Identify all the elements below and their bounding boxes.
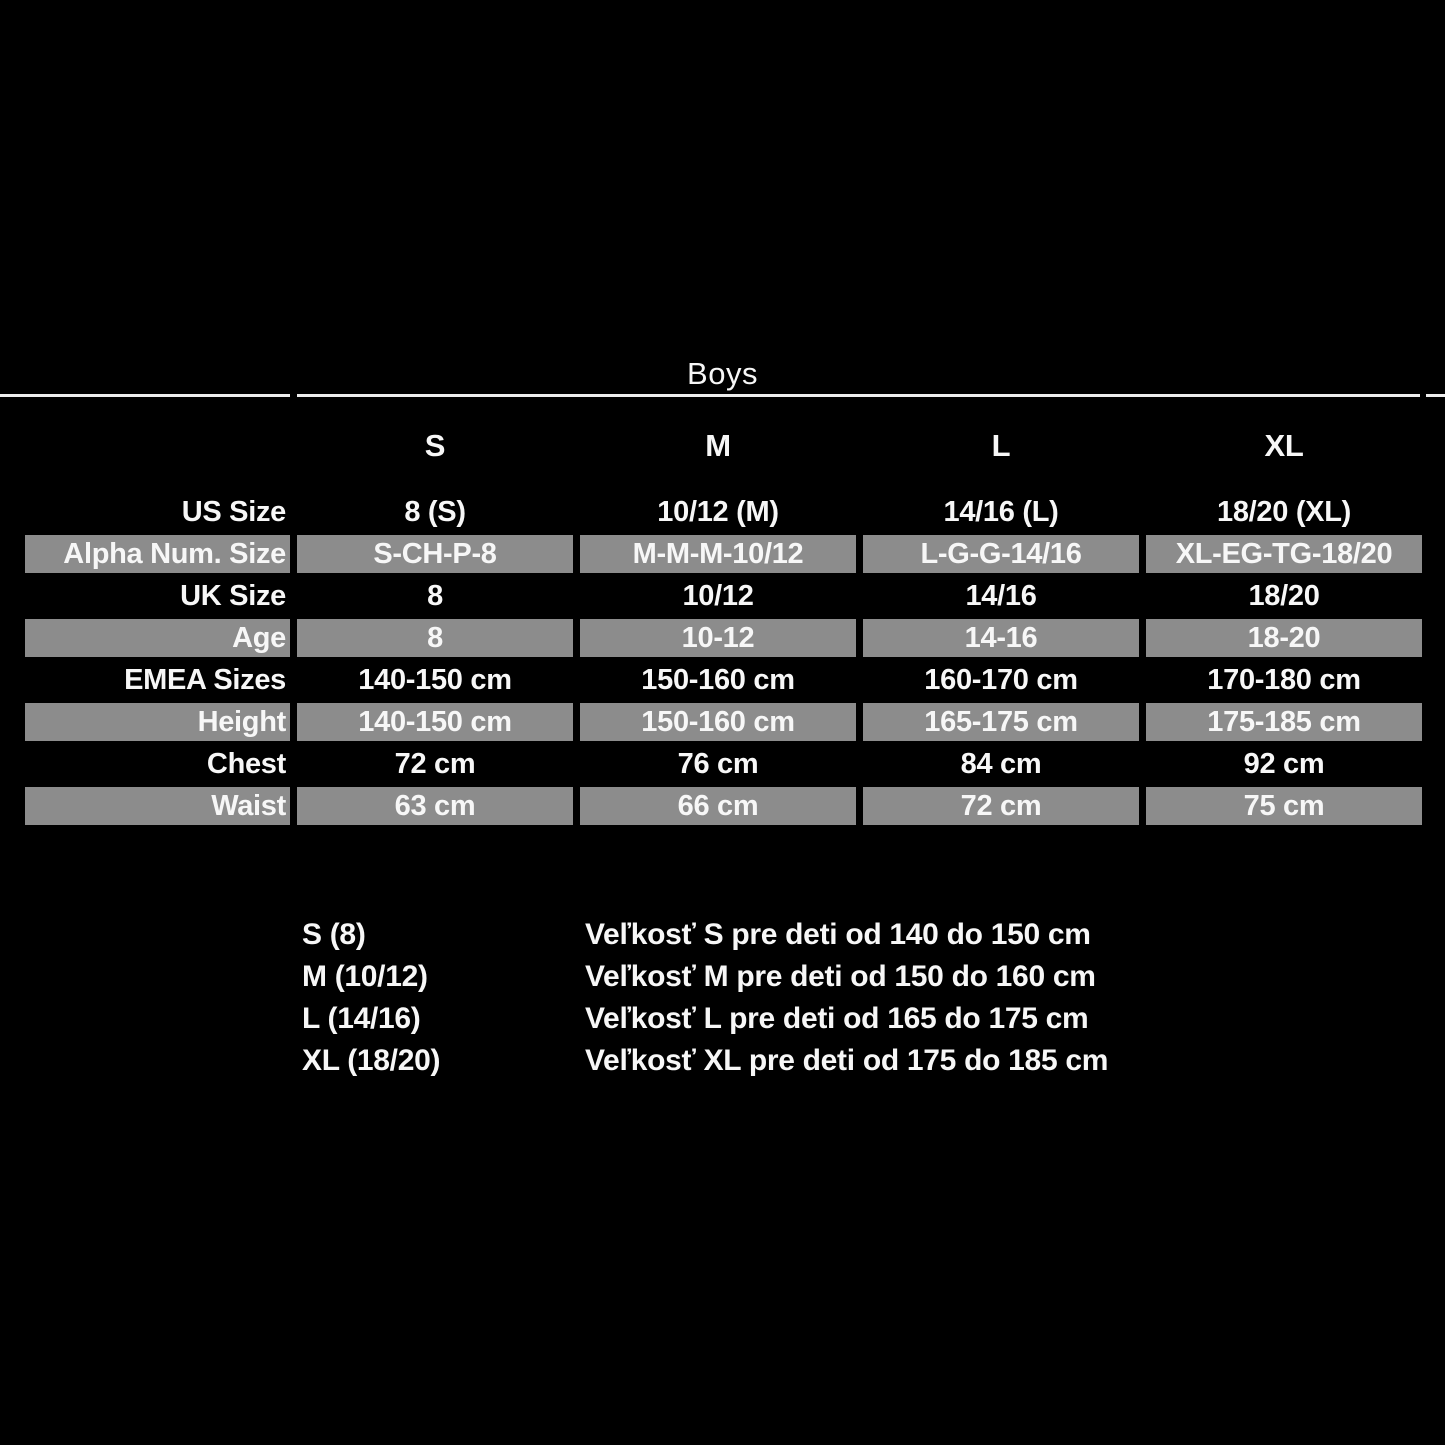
legend-description: Veľkosť S pre deti od 140 do 150 cm: [585, 918, 1091, 951]
size-legend: [302, 914, 1108, 1082]
table-row-us-size: [25, 491, 1422, 533]
table-cell: 18/20 (XL): [1217, 495, 1351, 528]
table-cell: 92 cm: [1243, 747, 1325, 780]
size-table-body: [25, 491, 1422, 827]
row-label: Chest: [206, 747, 286, 780]
table-row-age: [25, 617, 1422, 659]
legend-description: Veľkosť XL pre deti od 175 do 185 cm: [585, 1044, 1109, 1077]
legend-item-s: [302, 914, 1108, 956]
header-divider: [0, 394, 1445, 397]
table-cell: 10/12 (M): [657, 495, 779, 528]
table-cell: 18/20: [1248, 579, 1320, 612]
table-cell: 14/16: [965, 579, 1037, 612]
table-row-alpha-num-size: [25, 533, 1422, 575]
divider-gap: [290, 394, 297, 397]
table-cell: XL-EG-TG-18/20: [1146, 535, 1422, 573]
table-row-waist: [25, 785, 1422, 827]
row-label: Height: [25, 703, 290, 741]
legend-item-xl: [302, 1040, 1108, 1082]
table-row-emea-sizes: [25, 659, 1422, 701]
divider-gap: [1420, 394, 1426, 397]
row-label: Age: [25, 619, 290, 657]
column-header-s: S: [424, 428, 446, 463]
table-row-height: [25, 701, 1422, 743]
table-cell: S-CH-P-8: [297, 535, 573, 573]
table-cell: 75 cm: [1146, 787, 1422, 825]
row-label: EMEA Sizes: [124, 663, 286, 696]
table-cell: 8 (S): [404, 495, 466, 528]
table-cell: 150-160 cm: [641, 663, 795, 696]
table-cell: 10/12: [682, 579, 754, 612]
table-cell: 14-16: [863, 619, 1139, 657]
table-cell: 170-180 cm: [1207, 663, 1361, 696]
column-header-m: M: [705, 428, 731, 463]
column-header-l: L: [991, 428, 1011, 463]
table-cell: 8: [427, 579, 443, 612]
legend-description: Veľkosť L pre deti od 165 do 175 cm: [585, 1002, 1089, 1035]
column-header-row: [25, 425, 1422, 467]
table-cell: 66 cm: [580, 787, 856, 825]
table-cell: 8: [297, 619, 573, 657]
table-cell: 140-150 cm: [297, 703, 573, 741]
table-cell: 175-185 cm: [1146, 703, 1422, 741]
table-cell: 10-12: [580, 619, 856, 657]
table-cell: 150-160 cm: [580, 703, 856, 741]
legend-description: Veľkosť M pre deti od 150 do 160 cm: [585, 960, 1096, 993]
table-cell: 165-175 cm: [863, 703, 1139, 741]
table-cell: 63 cm: [297, 787, 573, 825]
legend-size-label: L (14/16): [302, 1002, 421, 1035]
row-label: Waist: [25, 787, 290, 825]
table-cell: 84 cm: [960, 747, 1042, 780]
legend-size-label: XL (18/20): [302, 1044, 441, 1077]
column-header-xl: XL: [1264, 428, 1304, 463]
table-cell: 140-150 cm: [358, 663, 512, 696]
table-row-chest: [25, 743, 1422, 785]
legend-item-l: [302, 998, 1108, 1040]
row-label: UK Size: [180, 579, 286, 612]
legend-size-label: M (10/12): [302, 960, 428, 993]
table-cell: 14/16 (L): [943, 495, 1059, 528]
table-cell: M-M-M-10/12: [580, 535, 856, 573]
table-cell: L-G-G-14/16: [863, 535, 1139, 573]
table-group-title: Boys: [687, 356, 758, 391]
legend-item-m: [302, 956, 1108, 998]
table-cell: 18-20: [1146, 619, 1422, 657]
table-cell: 72 cm: [863, 787, 1139, 825]
row-label: US Size: [181, 495, 286, 528]
table-row-uk-size: [25, 575, 1422, 617]
table-cell: 160-170 cm: [924, 663, 1078, 696]
table-cell: 76 cm: [677, 747, 759, 780]
legend-size-label: S (8): [302, 918, 366, 951]
table-cell: 72 cm: [394, 747, 476, 780]
column-header-spacer: [25, 428, 290, 466]
row-label: Alpha Num. Size: [25, 535, 290, 573]
